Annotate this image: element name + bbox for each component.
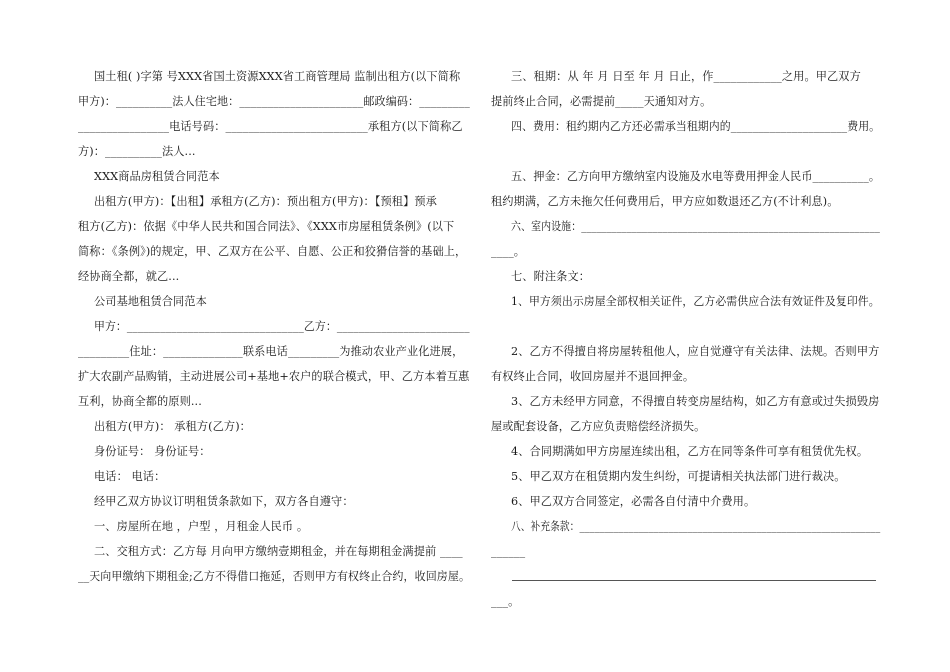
- right-line-6: 六、室内设施：___________________________________________________________: [511, 220, 880, 233]
- left-line-19: 一、房屋所在地 ，户型 ，月租金人民币 。: [94, 520, 309, 533]
- right-line-13: 屋或配套设备，乙方应负责赔偿经济损失。: [491, 420, 706, 433]
- right-line-8: 七、附注条文：: [511, 270, 591, 283]
- right-line-16: 6、甲乙双方合同签定，必需各自付清中介费用。: [511, 495, 756, 508]
- left-line-1: 国土租( )字第 号XXX省国土资源XXX省工商管理局 监制出租方(以下简称: [94, 70, 461, 83]
- left-line-21: __天向甲缴纳下期租金;乙方不得借口拖延，否则甲方有权终止合约，收回房屋。: [78, 570, 471, 583]
- left-line-16: 身份证号： 身份证号：: [94, 445, 211, 458]
- left-line-14: 互利，协商全都的原则...: [78, 395, 202, 408]
- right-line-1: 三、租期：从 年 月 日至 年 月 日止，作____________之用。甲乙双方: [511, 70, 861, 83]
- left-line-20: 二、交租方式：乙方每 月向甲方缴纳壹期租金，并在每期租金满提前 ____: [94, 545, 463, 558]
- right-line-3: 四、费用：租约期内乙方还必需承当租期内的_____________________费用。: [511, 120, 881, 133]
- right-line-7: ____。: [491, 245, 526, 258]
- left-line-11: 甲方：________________________________乙方：________________________: [94, 320, 470, 333]
- left-line-2: 甲方)：__________法人住宅地：______________________邮政编码：_________: [78, 95, 470, 108]
- left-line-7: 租方(乙方)：依据《中华人民共和国合同法》、《XXX市房屋租赁条例》(以下: [78, 220, 455, 233]
- left-line-4: 方)：__________法人...: [78, 145, 196, 158]
- right-line-5: 租约期满，乙方未拖欠任何费用后，甲方应如数退还乙方(不计利息)。: [491, 195, 839, 208]
- right-line-14: 4、合同期满如甲方房屋连续出租，乙方在同等条件可享有租赁优先权。: [511, 445, 869, 458]
- right-line-12: 3、乙方未经甲方同意，不得擅自转变房屋结构，如乙方有意或过失损毁房: [511, 395, 880, 408]
- right-line-15: 5、甲乙双方在租赁期内发生纠纷，可提请相关执法部门进行裁决。: [511, 470, 846, 483]
- left-line-8: 简称：《条例》)的规定，甲、乙双方在公平、自愿、公正和狡猾信誉的基础上，: [78, 245, 467, 258]
- right-line-9: 1、甲方须出示房屋全部权相关证件，乙方必需供应合法有效证件及复印件。: [511, 295, 880, 308]
- blank-rule: [512, 580, 876, 581]
- right-line-11: 有权终止合同，收回房屋并不退回押金。: [491, 370, 695, 383]
- right-line-2: 提前终止合同，必需提前_____天通知对方。: [491, 95, 712, 108]
- right-line-10: 2、乙方不得擅自将房屋转租他人，应自觉遵守有关法律、法规。否则甲方: [511, 345, 880, 358]
- right-line-4: 五、押金：乙方向甲方缴纳室内设施及水电等费用押金人民币__________。: [511, 170, 881, 183]
- left-line-15: 出租方(甲方)： 承租方(乙方)：: [94, 420, 251, 433]
- left-line-13: 扩大农副产品购销，主动进展公司+基地+农户的联合模式，甲、乙方本着互惠: [78, 370, 470, 383]
- right-line-17: 八、补充条款：_____________________________________________________________: [511, 520, 881, 533]
- left-line-10: 公司基地租赁合同范本: [94, 295, 207, 308]
- left-line-5: XXX商品房租赁合同范本: [94, 170, 220, 183]
- left-line-9: 经协商全都，就乙...: [78, 270, 180, 283]
- right-line-18: ______: [491, 545, 526, 558]
- left-line-6: 出租方(甲方)：【出租】承租方(乙方)：预出租方(甲方)：【预租】预承: [94, 195, 437, 208]
- left-line-17: 电话： 电话：: [94, 470, 166, 483]
- left-line-3: ________________电话号码：_________________________承租方(以下简称乙: [78, 120, 463, 133]
- left-line-18: 经甲乙双方协议订明租赁条款如下，双方各自遵守：: [94, 495, 354, 508]
- right-line-20: ___。: [491, 595, 520, 608]
- left-line-12: _________住址：______________联系电话_________为推动农业产业化进展，: [78, 345, 464, 358]
